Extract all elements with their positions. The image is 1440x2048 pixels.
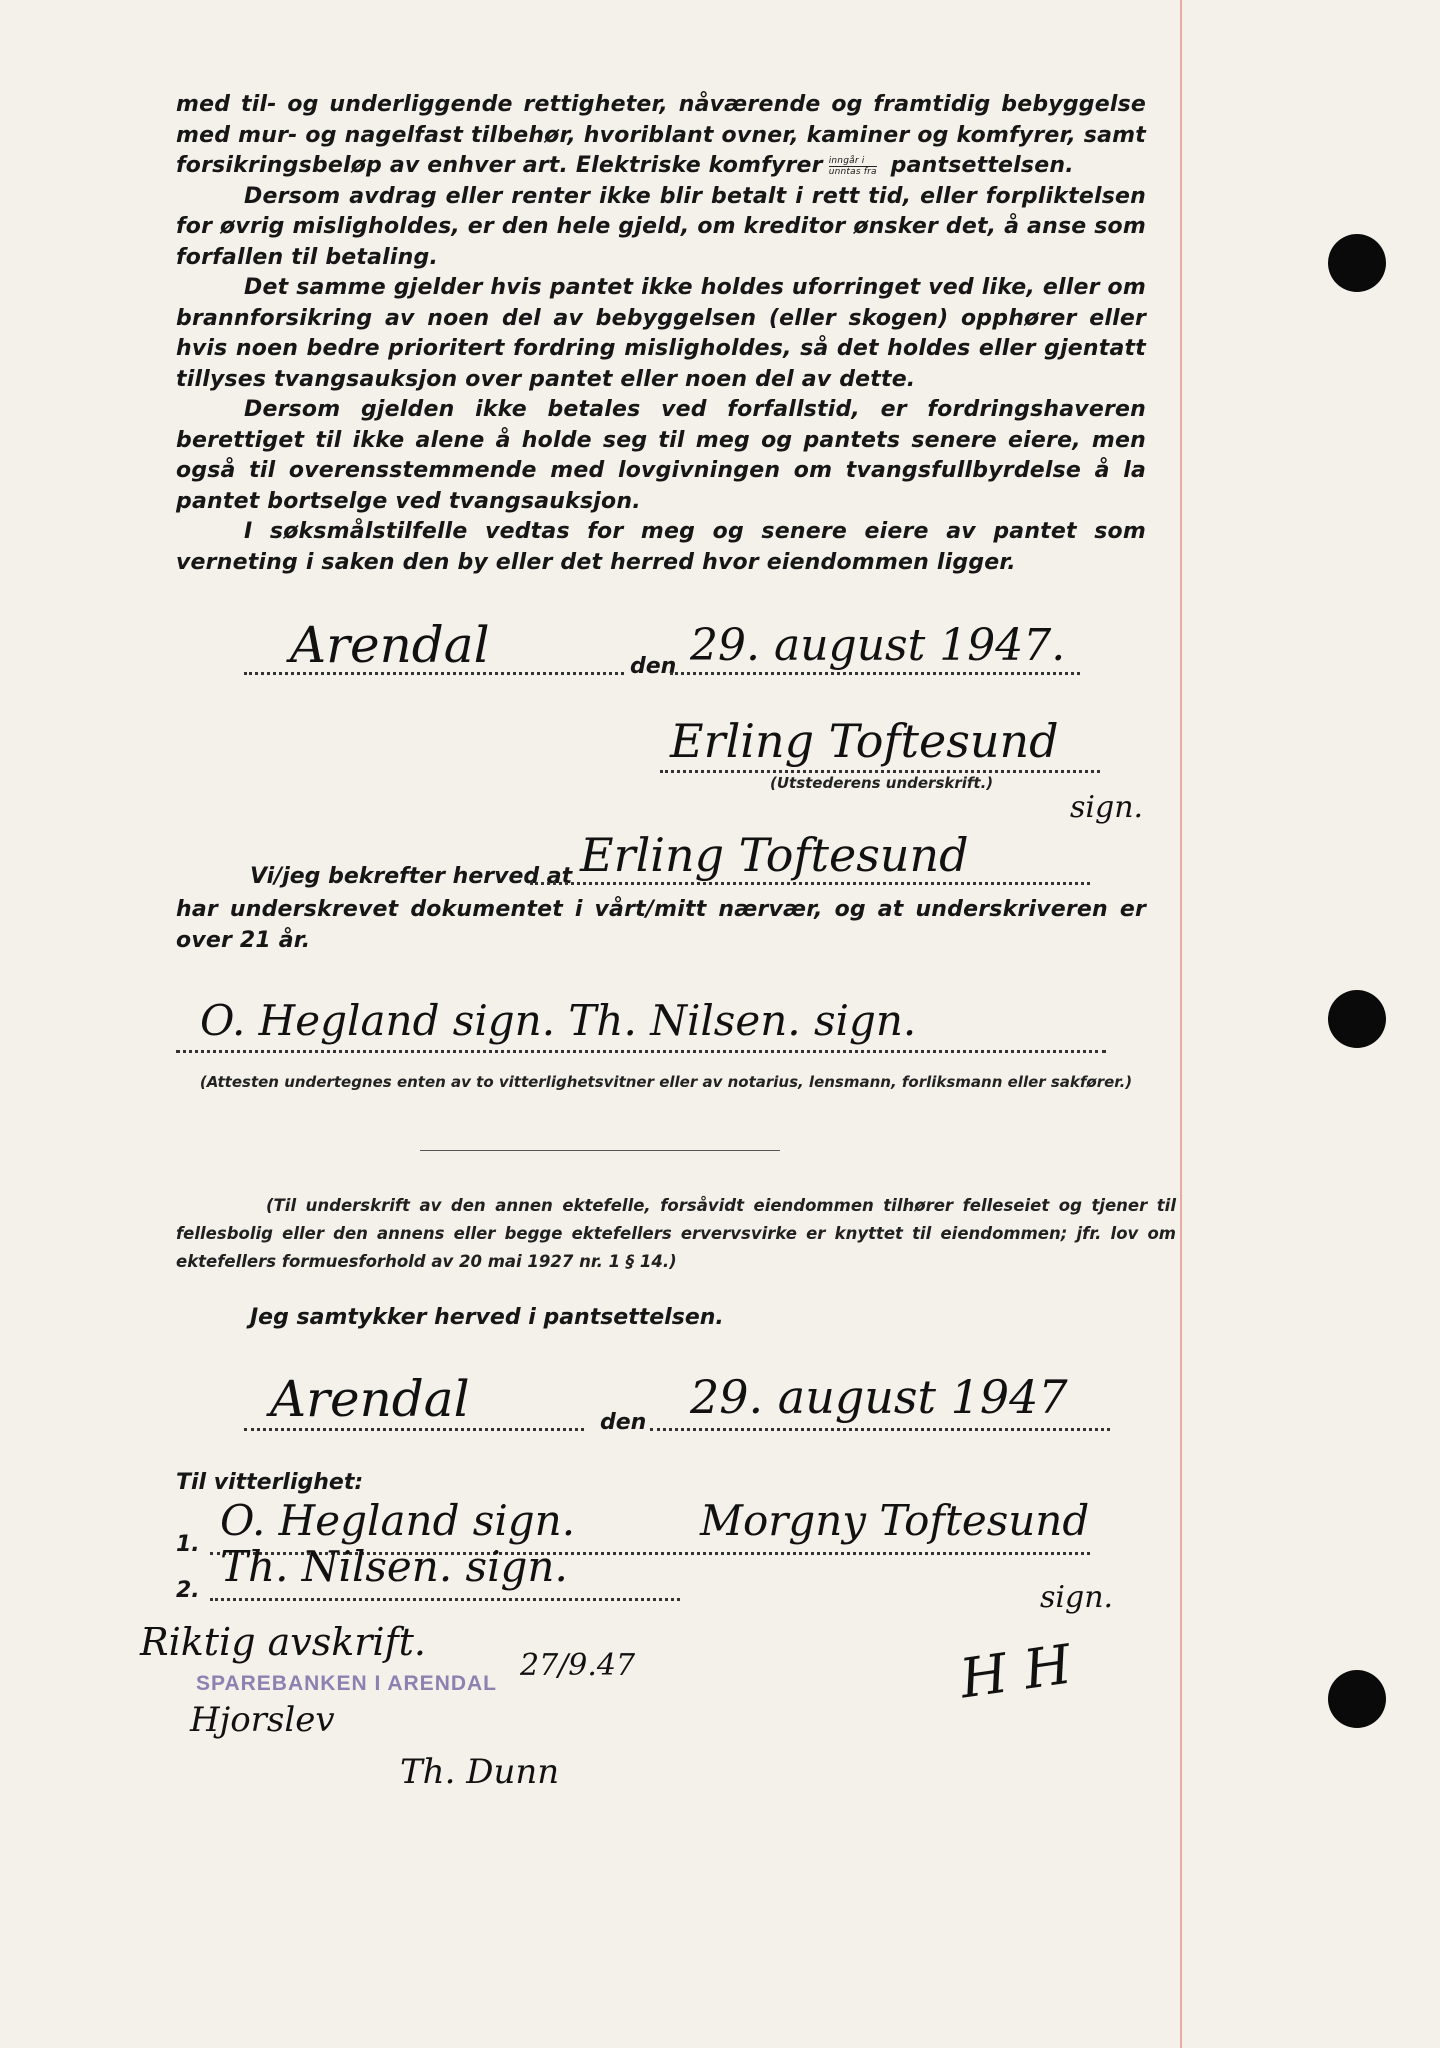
spouse-signature: Morgny Toftesund: [700, 1496, 1090, 1545]
witnesses-label: Til vitterlighet:: [176, 1470, 364, 1495]
paragraph-venue: I søksmålstilfelle vedtas for meg og senere eiere av pantet som verneting i saken den by eller det herred hvor eiendommen ligger.: [176, 519, 1146, 575]
witness-signature-2: Th. Nilsen. sign.: [220, 1542, 568, 1591]
attest-caption: (Attesten undertegnes enten av to vitterlighetsvitner eller av notarius, lensmann, forliksmann eller sakfører.): [199, 1073, 1133, 1091]
paragraph-default: Dersom avdrag eller renter ikke blir betalt i rett tid, eller forpliktelsen for øvrig misligholdes, er den hele gjeld, om kreditor ønsker det, å anse som forfallen til betaling.: [176, 183, 1146, 270]
certification-initials-right: H H: [956, 1632, 1076, 1711]
paragraph-property: med til- og underliggende rettigheter, nåværende og framtidig bebyggelse med mur- og nagelfast tilbehør, hvoriblant ovner, kaminer og komfyrer, samt forsikringsbeløp av enhver art. Elektriske komfyrer $\frac{\text{inngår i}}{\text{unntas fra}}$ pantsettelsen.: [176, 92, 1146, 178]
punch-hole: [1328, 990, 1386, 1048]
date-line-2: [650, 1428, 1110, 1431]
witness-name-line: [530, 882, 1090, 885]
witness-intro-name: Erling Toftesund: [580, 828, 969, 882]
place-line-2: [244, 1428, 584, 1431]
paragraph-enforcement: Dersom gjelden ikke betales ved forfallstid, er fordringshaveren berettiget til ikke alene å holde seg til meg og pantets senere eiere, men også til overensstemmende med lovgivningen om tvangsfullbyrdelse å la pantet bortselge ved tvangsauksjon.: [176, 397, 1146, 514]
bank-stamp: SPAREBANKEN I ARENDAL: [196, 1672, 498, 1695]
issuer-signature-line: [660, 770, 1100, 773]
certification-date: 27/9.47: [520, 1648, 636, 1683]
date-handwritten-2: 29. august 1947: [690, 1370, 1068, 1424]
certification-handwritten: Riktig avskrift.: [140, 1620, 427, 1664]
punch-hole: [1328, 234, 1386, 292]
paragraph-maintenance: Det samme gjelder hvis pantet ikke holdes uforringet ved like, eller om brannforsikring av noen del av bebyggelsen (eller skogen) opphører eller hvis noen bedre prioritert fordring misligholdes, så det holdes eller gjentatt tillyses tvangsauksjon over pantet eller noen del av dette.: [176, 275, 1146, 392]
fraction-option: $\frac{\text{inngår i}}{\text{unntas fra}}$: [828, 155, 877, 177]
date-handwritten: 29. august 1947.: [690, 620, 1066, 671]
mortgage-terms: [176, 90, 1146, 578]
witness-intro-prefix: Vi/jeg bekrefter herved at: [250, 864, 573, 889]
spouse-sign-note: sign.: [1040, 1580, 1114, 1615]
witness-line-2: [210, 1598, 680, 1601]
place-handwritten-2: Arendal: [270, 1370, 470, 1428]
attest-line: [176, 1050, 1106, 1053]
witness-number-2: 2.: [176, 1578, 200, 1603]
issuer-signature: Erling Toftesund: [670, 714, 1059, 768]
certification-initials-1: Hjorslev: [190, 1700, 335, 1740]
date-line: [670, 672, 1080, 675]
attest-signatures: O. Hegland sign. Th. Nilsen. sign.: [200, 996, 917, 1045]
issuer-caption: (Utstederens underskrift.): [770, 774, 994, 792]
witness-number-1: 1.: [176, 1532, 200, 1557]
spouse-note: (Til underskrift av den annen ektefelle, forsåvidt eiendommen tilhører felleseiet og tjener til fellesbolig eller den annens eller begge ektefellers ervervsvirke er knyttet til eiendommen; jfr. lov om ektefellers formuesforhold av 20 mai 1927 nr. 1 § 14.): [176, 1196, 1176, 1271]
divider: [420, 1150, 780, 1151]
punch-hole: [1328, 1670, 1386, 1728]
witness-statement: har underskrevet dokumentet i vårt/mitt nærvær, og at underskriveren er over 21 år.: [176, 897, 1146, 953]
place-handwritten: Arendal: [290, 616, 490, 674]
margin-rule: [1180, 0, 1182, 2048]
witness-signature-1: O. Hegland sign.: [220, 1496, 576, 1545]
den-label: den: [630, 654, 677, 679]
consent-text: Jeg samtykker herved i pantsettelsen.: [250, 1305, 724, 1330]
den-label-2: den: [600, 1410, 647, 1435]
issuer-sign-note: sign.: [1070, 790, 1144, 825]
certification-initials-2: Th. Dunn: [400, 1752, 560, 1792]
